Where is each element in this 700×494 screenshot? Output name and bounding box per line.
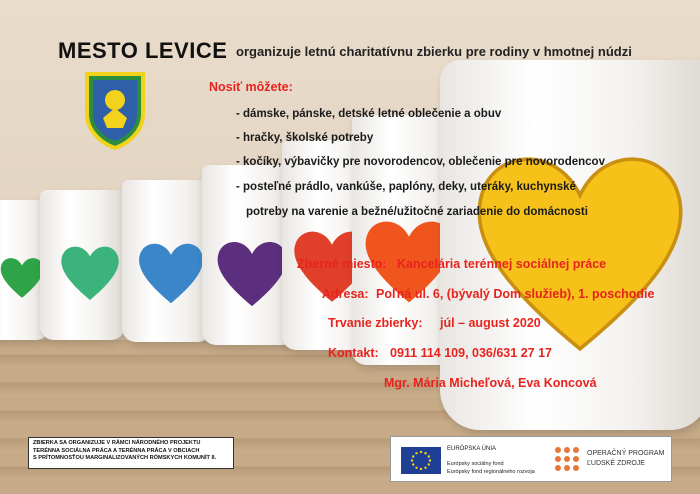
note-line: ZBIERKA SA ORGANIZUJE V RÁMCI NÁRODNÉHO PROJEKTU (33, 440, 201, 446)
list-item: - dámske, pánske, detské letné oblečenie a obuv (236, 108, 502, 120)
page-title: MESTO LEVICE (58, 38, 228, 63)
contact-label: Kontakt: (328, 346, 379, 360)
note-line: S PRÍTOMNOSŤOU MARGINALIZOVANÝCH RÓMSKYCH KOMUNÍT II. (33, 455, 217, 462)
list-item: - hračky, školské potreby (236, 132, 374, 144)
address-label: Adresa: (322, 287, 369, 301)
heart-teal-icon (55, 232, 125, 312)
eu-title: EURÓPSKA ÚNIA (447, 446, 497, 452)
note-line: TERÉNNA SOCIÁLNA PRÁCA A TERÉNNA PRÁCA V OBCIACH (33, 447, 200, 454)
op-line-2: ĽUDSKÉ ZDROJE (587, 460, 645, 467)
place-value: Kancelária terénnej sociálnej práce (397, 257, 607, 271)
op-dots-icon (553, 445, 581, 473)
place-label: Zberné miesto: (297, 257, 387, 271)
list-item: potreby na varenie a bežné/užitočné zariadenie do domácnosti (246, 206, 588, 218)
items-heading: Nosiť môžete: (209, 80, 293, 94)
page-subtitle: organizuje letnú charitatívnu zbierku pre rodiny v hmotnej núdzi (236, 44, 632, 59)
heart-blue-icon (132, 228, 210, 316)
duration-label: Trvanie zbierky: (328, 316, 423, 330)
funding-logos (390, 436, 672, 482)
eu-fund-1: Európsky sociálny fond (447, 461, 504, 467)
list-item: - posteľné prádlo, vankúše, paplóny, deky, uteráky, kuchynské (236, 181, 576, 193)
op-line-1: OPERAČNÝ PROGRAM (587, 450, 665, 457)
project-note (28, 437, 234, 469)
eu-flag-icon (401, 447, 441, 474)
op-label (587, 449, 664, 469)
list-item: - kočíky, výbavičky pre novorodencov, oblečenie pre novorodencov (236, 156, 605, 168)
contact-persons: Mgr. Mária Micheľová, Eva Koncová (384, 376, 597, 390)
address-value: Poľná ul. 6, (bývalý Dom služieb), 1. poschodie (376, 287, 655, 301)
contact-value: 0911 114 109, 036/631 27 17 (390, 346, 552, 360)
eu-fund-2: Európsky fond regionálneho rozvoja (447, 469, 535, 475)
levice-coat-of-arms-icon (83, 70, 147, 150)
duration-value: júl – august 2020 (440, 316, 541, 330)
